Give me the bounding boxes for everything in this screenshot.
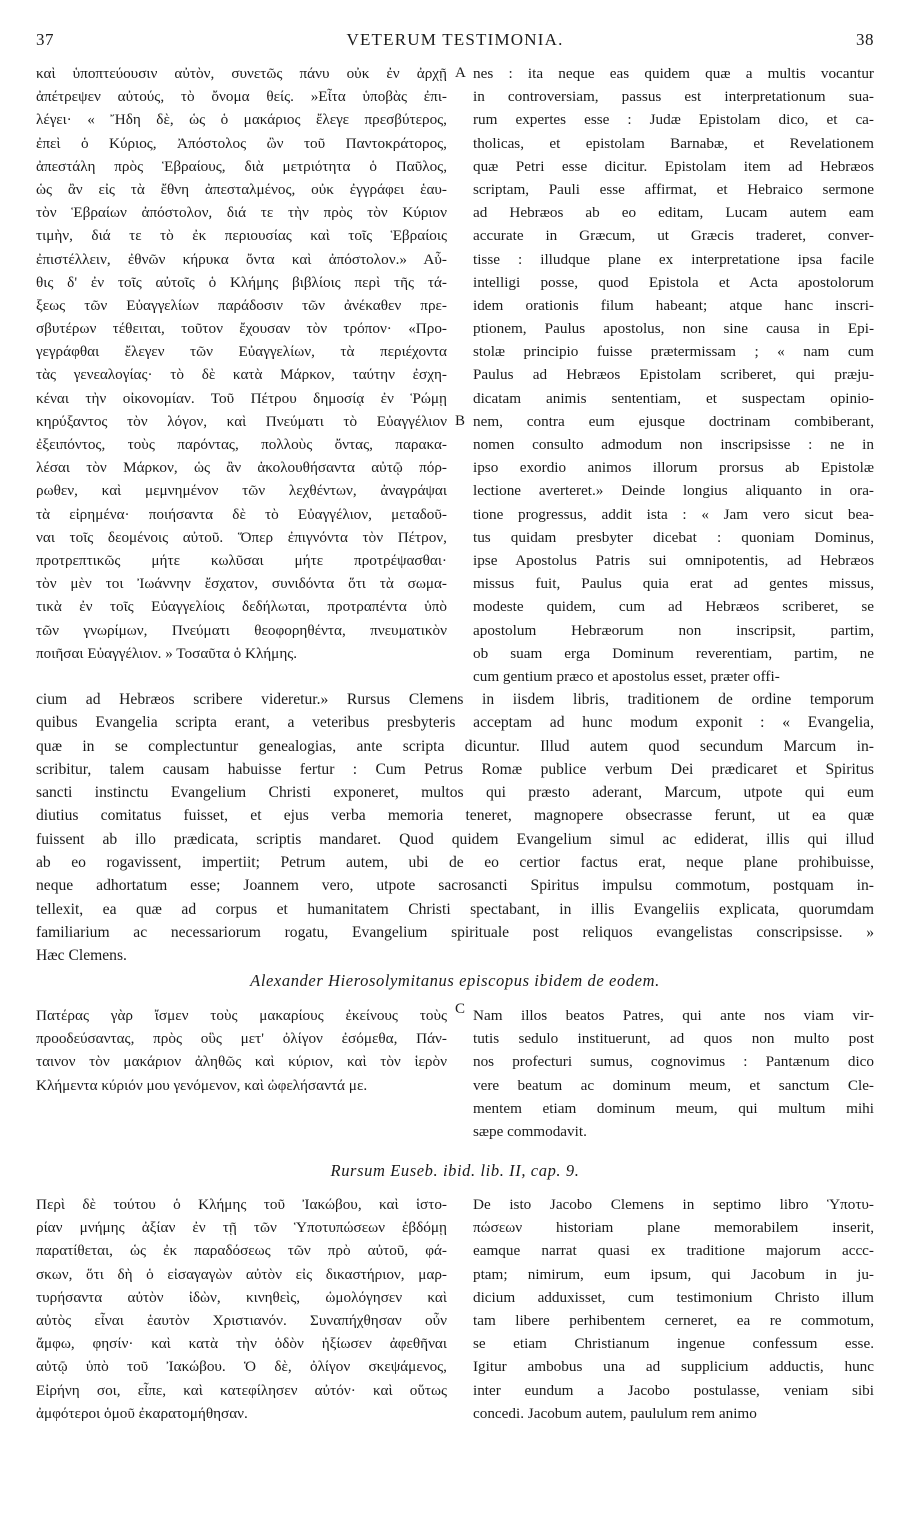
text-line: προτρεπτικῶς μήτε κωλῦσαι μήτε προτρέψασθαι· [36, 551, 447, 569]
text-line: tutis sedulo instituerunt, ad quos non multo post [472, 1030, 874, 1048]
text-line: concedi. Jacobum autem, paululum rem animo [472, 1404, 757, 1422]
text-line: diutius comitatus fuisset, et ejus verba memoria teneret, magnopere obsecrasse ferunt, ut ea quæ [36, 807, 874, 825]
text-line: tam libere perhibentem cerneret, ea re commotum, [472, 1311, 874, 1329]
text-line: ἀπεστάλη πρὸς Ἑβραίους, διὰ μετριότητα ὁ Παῦλος, [36, 157, 447, 175]
text-line: τυρήσαντα αὐτὸν ἰδὼν, κινηθεὶς, ὡμολόγησεν καὶ [36, 1288, 447, 1306]
text-line: sæpe commodavit. [472, 1122, 587, 1140]
text-line: ναι τοῖς δεομένοις αὐτοῦ. Ὅπερ ἐπιγνόντα τὸν Πέτρον, [36, 528, 447, 546]
running-title: VETERUM TESTIMONIA. [346, 30, 564, 49]
text-line: ἀπέτρεψεν αὐτούς, τὸ ὄνομα θείς. »Εἶτα ὑποβὰς ἐπι- [36, 88, 447, 106]
text-line: αὐτῷ ὑπὸ τοῦ Ἰακώβου. Ὁ δὲ, ὀλίγον σκεψάμενος, [36, 1358, 447, 1376]
text-line: ipse Apostolus Patris sui omnipotentis, ad Hebræos [472, 551, 874, 569]
text-line: nes : ita neque eas quidem quæ a multis vocantur [472, 65, 874, 82]
section2-heading: Alexander Hierosolymitanus episcopus ibidem de eodem. [250, 971, 660, 990]
text-line: tholicas, et epistolam Barnabæ, et Revelationem [472, 134, 874, 152]
text-line: ptam; nimirum, eum ipsum, qui Jacobum in ju- [472, 1265, 874, 1283]
page-number-left: 37 [36, 30, 54, 49]
text-line: lectione averteret.» Deinde longius aliquanto in ora- [472, 482, 874, 500]
text-line: modeste quidem, cum ad Hebræos scriberet, se [472, 598, 874, 616]
text-line: ρωθεν, καὶ μεμνημένον τῶν λεχθέντων, ἀναγράψαι [36, 482, 447, 500]
text-line: πώσεων historiam plane memorabilem inserit, [472, 1219, 874, 1237]
section1-full-width-text [36, 688, 874, 968]
page-number-right: 38 [856, 30, 874, 49]
text-line: ποιῆσαι Εὐαγγέλιον. » Τοσαῦτα ὁ Κλήμης. [36, 644, 298, 662]
text-line: ξεως τῶν Εὐαγγελίων παράδοσιν τῶν ἀνέκαθεν πρε- [36, 296, 447, 314]
text-line: missus fuit, Paulus quia erat ad gentes missus, [472, 575, 874, 593]
text-line: Εἰρήνη σοι, εἶπε, καὶ κατεφίλησεν αὐτόν· καὶ οὕτως [36, 1381, 447, 1399]
text-line: τὰ εἰρημένα· ποιήσαντα δὲ τὸ Εὐαγγέλιον, μεταδοῦ- [36, 505, 447, 523]
text-line: quæ Petri esse dicitur. Epistolam item ad Hebræos [472, 157, 874, 175]
text-line: familiarium ac necessariorum rogatu, Evangelium spirituale post reliquos evangelistas conscripsisse. » [36, 923, 874, 941]
text-line: τὸν μὲν τοι Ἰωάννην ἔσχατον, συνιδόντα ὅτι τὰ σωμα- [36, 575, 447, 593]
text-line: stolæ principio fuisse prætermissam ; « nam cum [472, 343, 874, 361]
text-line: Paulus ad Hebræos Epistolam scriberet, qui præju- [472, 366, 874, 384]
text-line: τιμὴν, διά τε τὸ ἐκ περιουσίας καὶ τοῖς Ἑβραίοις [36, 227, 447, 245]
text-line: Πατέρας γὰρ ἴσμεν τοὺς μακαρίους ἐκείνους τοὺς [36, 1007, 447, 1024]
text-line: De isto Jacobo Clemens in septimo libro Ὑποτυ- [472, 1196, 874, 1213]
text-line: ob suam erga Dominum reverentiam, partim, ne [472, 644, 874, 662]
text-line: neque adhortatum esse; Joannem vero, utpote sacrosancti Spiritus impulsu commotum, postquam in- [36, 877, 874, 895]
text-line: in controversiam, passus est interpretationum sua- [472, 88, 874, 106]
margin-marker-b: B [454, 413, 465, 429]
text-line: ab eo rogavissent, impertiit; Petrum autem, ubi de eo certior factus erat, neque plane prohibuisse, [36, 854, 874, 872]
section3-heading: Rursum Euseb. ibid. lib. II, cap. 9. [330, 1161, 580, 1180]
text-line: τὰς γενεαλογίας· τὸ δὲ κατὰ Μάρκον, ταύτην ἐσχη- [36, 366, 447, 384]
text-line: fuissent ab illo prædicata, scriptis mandaret. Quod quidem Evangelium simul ac ediderat, illis qui illud [36, 830, 874, 848]
text-line: idem orationis filum habeant; atque hanc inscri- [472, 296, 874, 314]
text-line: sancti instinctu Evangelium Christi exponeret, multos qui præsto aderant, Marcum, utpote qui eum [36, 784, 874, 802]
text-line: tione progressus, addit ista : « Jam vero sicut bea- [472, 505, 874, 523]
section2-columns [36, 1001, 874, 1143]
text-line: σκων, ὅτι δὴ ὁ εἰσαγαγὼν αὐτὸν εἰς δικαστήριον, μαρ- [36, 1265, 447, 1283]
section3-greek-column [36, 1193, 447, 1425]
text-line: προοδεύσαντας, πρὸς οὓς μετ' ὀλίγον ἐσόμεθα, Πάν- [36, 1030, 447, 1048]
text-line: ad Hebræos ab eo editam, Lucam autem eam [472, 204, 874, 222]
text-line: γεγράφθαι ἔλεγεν τῶν Εὐαγγελίων, τὰ περιέχοντα [36, 343, 447, 361]
text-line: nos profecturi sumus, cognovimus : Pantænum dico [472, 1053, 874, 1071]
text-line: scribitur, talem causam habuisse fertur : Cum Petrus Romæ publice verbum Dei prædicaret et Spiritus [36, 760, 874, 778]
text-line: tus quidam presbyter dicebat : quoniam Dominus, [472, 528, 874, 546]
text-line: ἐξειπόντος, τοὺς παρόντας, πολλοὺς ὄντας, παρακα- [36, 436, 447, 453]
text-line: ἀμφότεροι ὁμοῦ ἐκαρατομήθησαν. [36, 1404, 248, 1422]
text-line: λέγει· « Ἤδη δὲ, ὡς ὁ μακάριος ἔλεγε πρεσβύτερος, [36, 111, 447, 129]
text-line: nem, contra eum ejusque doctrinam combiberant, [472, 412, 874, 430]
text-line: mentem etiam dominum meum, qui multum mihi [472, 1099, 874, 1117]
text-line: inter eundum a Jacobo postulasse, veniam sibi [472, 1381, 874, 1399]
text-line: ρίαν μνήμης ἀξίαν ἐν τῇ τῶν Ὑποτυπώσεων ἑβδόμῃ [36, 1219, 447, 1237]
text-line: τικὰ ἐν τοῖς Εὐαγγελίοις δεδήλωται, προτραπέντα ὑπὸ [36, 598, 447, 616]
text-line: accurate in Græcum, ut Græcis traderet, conver- [472, 227, 874, 245]
section1-greek-column [36, 62, 447, 688]
text-line: se etiam Christianum ingenue confessum esse. [472, 1335, 874, 1353]
text-line: παρατίθεται, ὡς ἐκ παραδόσεως τῶν πρὸ αὐτοῦ, φά- [36, 1242, 447, 1260]
text-line: eamque narrat quasi ex traditione majorum accc- [472, 1242, 874, 1260]
margin-marker-c: C [454, 1001, 465, 1017]
margin-marker-a: A [454, 65, 466, 81]
text-line: vere beatum ac dominum meum, et sanctum Cle- [472, 1076, 874, 1094]
text-line: apostolum Hebræorum non inscripsit, partim, [472, 621, 874, 639]
text-line: quibus Evangelia scripta erant, a veteribus presbyteris acceptam ad hunc modum exponit : « Evangelia, [36, 714, 874, 732]
text-line: ἐπεὶ ὁ Κύριος, Ἀπόστολος ὢν τοῦ Παντοκράτορος, [36, 134, 447, 152]
text-line: τὸν Ἑβραίων ἀπόστολον, διά τε τὴν πρὸς τὸν Κύριον [36, 204, 447, 222]
running-head [36, 30, 874, 52]
text-line: κηρύξαντος τὸν λόγον, καὶ Πνεύματι τὸ Εὐαγγέλιον [36, 412, 447, 430]
text-line: cum gentium præco et apostolus esset, præter offi- [472, 667, 780, 685]
text-line: quæ in se complectuntur genealogias, ante scripta dicuntur. Illud autem quod secundum Marcum in- [36, 737, 874, 755]
text-line: scriptam, Pauli esse affirmat, et Hebraico sermone [472, 180, 874, 198]
text-line: Hæc Clemens. [36, 947, 127, 965]
section2-greek-column [36, 1004, 447, 1143]
text-line: κέναι τὴν οἰκονομίαν. Τοῦ Πέτρου δημοσίᾳ ἐν Ῥώμῃ [36, 389, 447, 407]
section2-latin-column [454, 1001, 874, 1143]
text-line: καὶ ὑποπτεύουσιν αὐτὸν, συνετῶς πάνυ οὐκ ἐν ἀρχῇ [36, 65, 447, 82]
text-line: ἐπιστέλλειν, ἐθνῶν κήρυκα ὄντα καὶ ἀπόστολον.» Αὖ- [36, 250, 447, 268]
section3-columns [36, 1193, 874, 1425]
text-line: λέσαι τὸν Μάρκον, ὡς ἂν ἀκολουθήσαντα αὐτῷ πόρ- [36, 459, 447, 477]
text-line: ταινον τὸν μακάριον ἀληθῶς καὶ κύριον, καὶ τὸν ἱερὸν [36, 1053, 447, 1071]
text-line: σβυτέρων τέθειται, τοῦτον ἔχουσαν τὸν τρόπον· «Προ- [36, 320, 447, 338]
text-line: αὐτὸς εἶναι ἑαυτὸν Χριστιανόν. Συναπήχθησαν οὖν [36, 1311, 447, 1329]
section1-columns [36, 62, 874, 688]
text-line: Nam illos beatos Patres, qui ante nos viam vir- [472, 1007, 874, 1024]
text-line: ἄμφω, φησίν· καὶ κατὰ τὴν ὁδὸν ἠξίωσεν ἀφεθῆναι [36, 1335, 447, 1353]
section1-latin-column [454, 62, 874, 688]
text-line: tellexit, ea quæ ad corpus et humanitatem Christi spectabant, in illis Evangeliis explicata, quorumdam [36, 900, 874, 918]
text-line: ὡς ἂν εἰς τὰ ἔθνη ἀπεσταλμένος, οὐκ ἐγγράφει ἑαυ- [36, 180, 447, 198]
text-line: θις δ' ἐν τοῖς αὐτοῖς ὁ Κλήμης βιβλίοις περὶ τῆς τά- [36, 273, 447, 291]
text-line: τῶν γνωρίμων, Πνεύματι θεοφορηθέντα, πνευματικὸν [36, 621, 447, 639]
text-line: Igitur ambobus una ad supplicium adductis, hunc [472, 1358, 874, 1376]
text-line: cium ad Hebræos scribere videretur.» Rursus Clemens in iisdem libris, traditionem de ordine temporum [36, 691, 874, 708]
text-line: Περὶ δὲ τούτου ὁ Κλήμης τοῦ Ἰακώβου, καὶ ἱστο- [36, 1196, 447, 1213]
text-line: dicatam animis sententiam, et suspectam opinio- [472, 389, 874, 407]
text-line: rum expertes esse : Judæ Epistolam dico, et ca- [472, 111, 874, 129]
text-line: nomen consulto admodum non inscripsisse : ne in [472, 436, 874, 453]
text-line: intelligi posse, quod Epistola et Acta apostolorum [472, 273, 874, 291]
text-line: Κλήμεντα κύριόν μου γενόμενον, καὶ ὠφελήσαντά με. [36, 1076, 368, 1094]
section3-latin-column [473, 1193, 874, 1425]
text-line: ipso exordio animos illorum prorsus ab Epistolæ [472, 459, 874, 477]
text-line: tisse : illudque plane ex interpretatione ipsa facile [472, 250, 874, 268]
text-line: ptionem, Paulus apostolus, non sine causa in Epi- [472, 320, 874, 338]
text-line: dicium adduxisset, cum testimonium Christo illum [472, 1288, 874, 1306]
